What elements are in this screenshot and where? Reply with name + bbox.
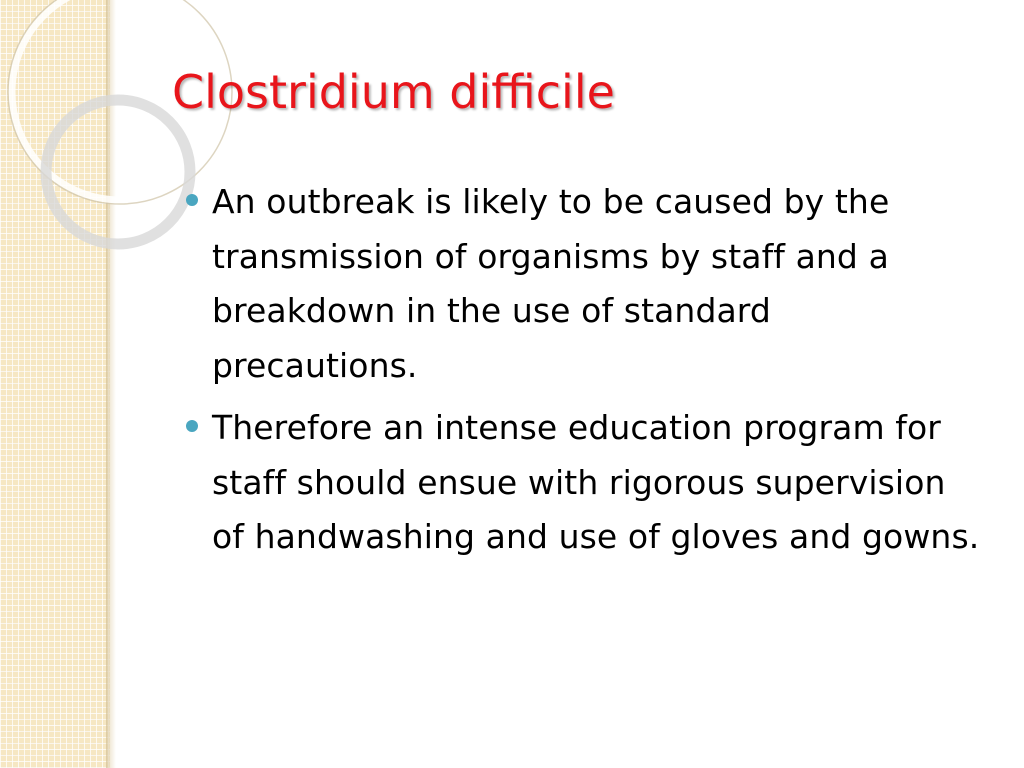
bullet-list: [0, 175, 1024, 573]
bullet-dot-icon: [186, 194, 198, 206]
bullet-item: [0, 175, 1024, 393]
bullet-item: [0, 401, 1024, 565]
bullet-dot-icon: [186, 420, 198, 432]
slide-title: Clostridium difficile: [172, 65, 615, 119]
bullet-text: Therefore an intense education program for staff should ensue with rigorous supervision of handwashing and use of gloves and gowns.: [212, 408, 980, 556]
bullet-text: An outbreak is likely to be caused by the transmission of organisms by staff and a breakdown in the use of standard precautions.: [212, 182, 890, 385]
